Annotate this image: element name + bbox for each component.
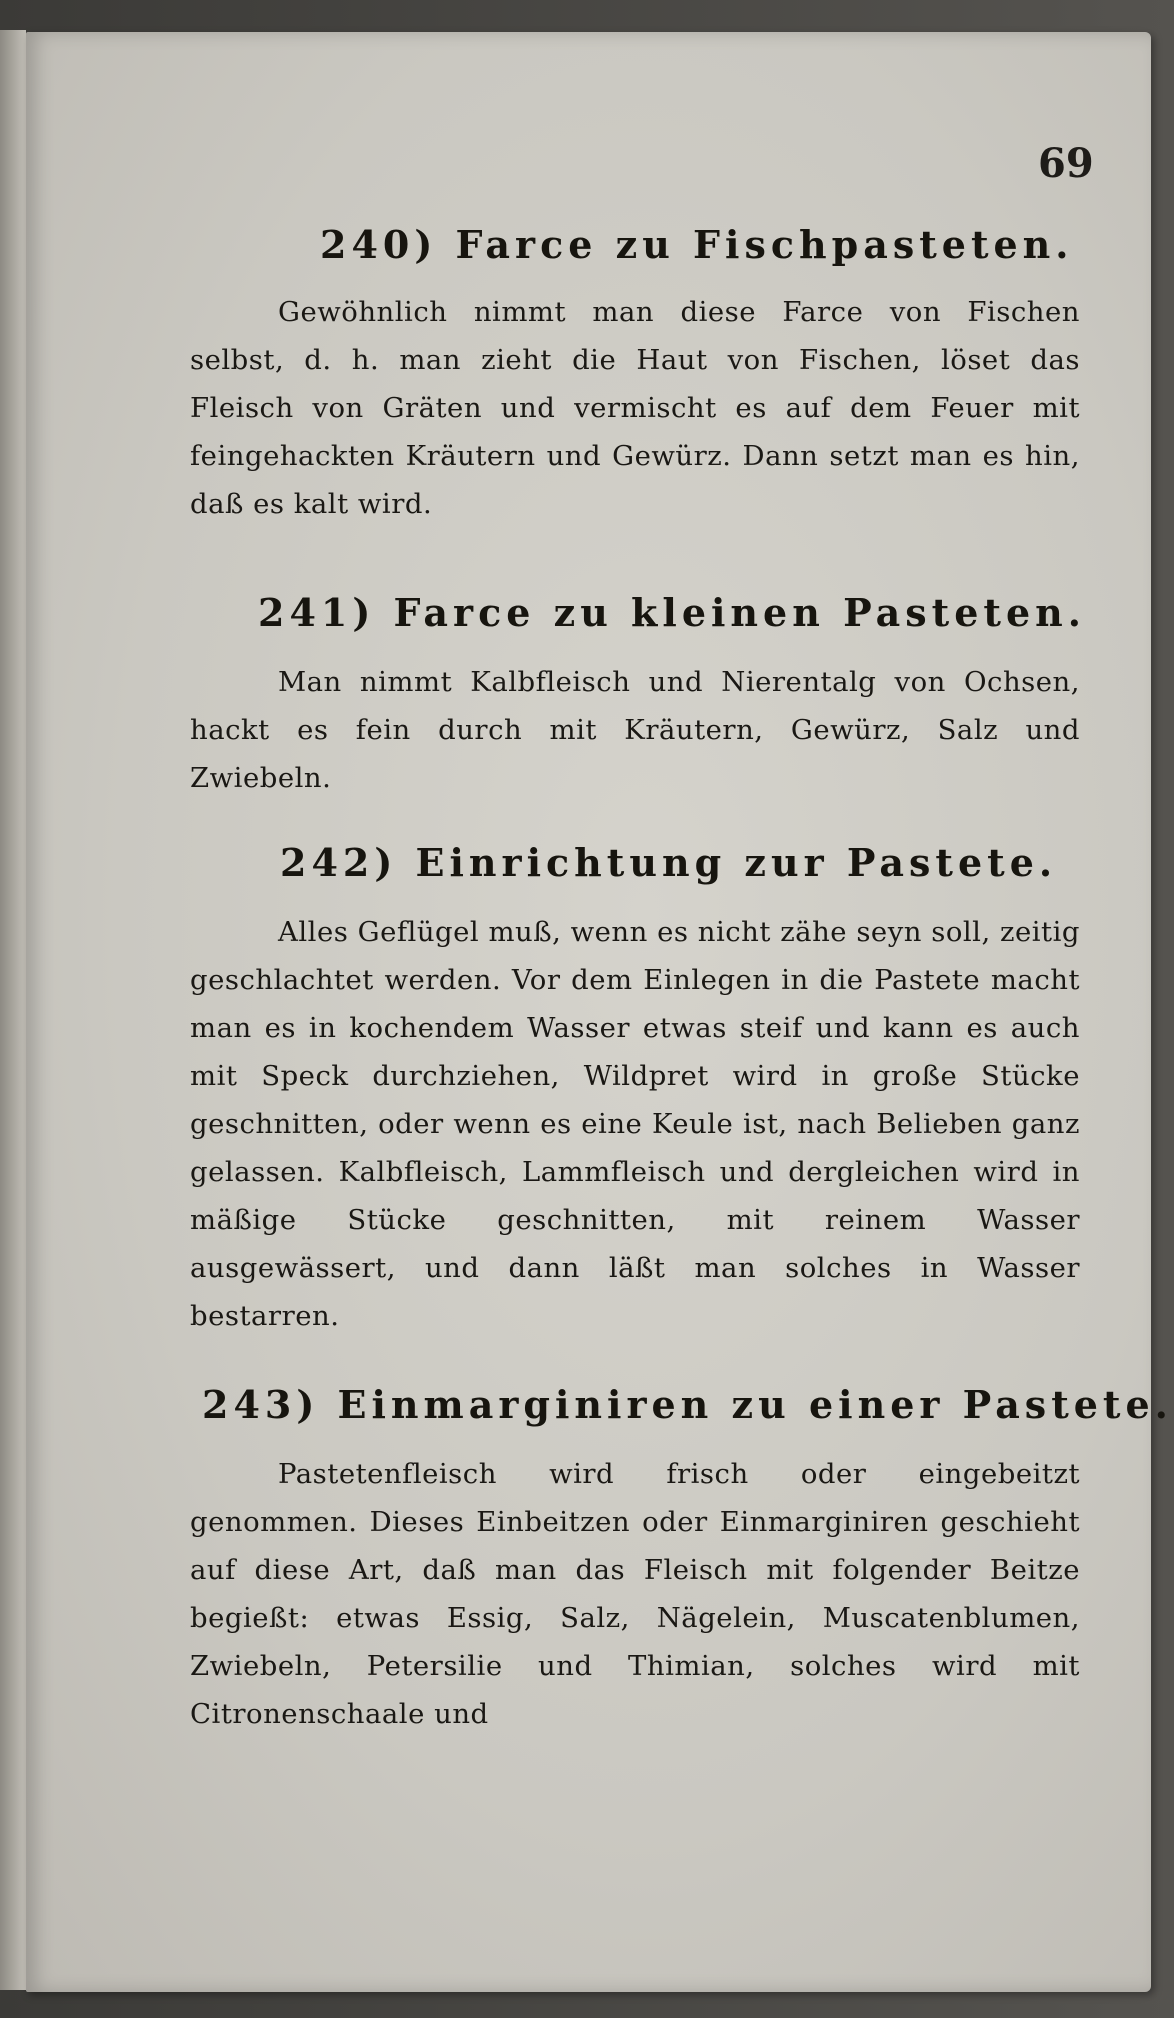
previous-page-edge bbox=[0, 30, 26, 1990]
paragraph-240: Gewöhnlich nimmt man diese Farce von Fischen selbst, d. h. man zieht die Haut von Fischen, löset das Fleisch von Gräten und vermischt es auf dem Feuer mit feingehackten Kräutern und Gewürz. Dann setzt man es hin, daß es kalt wird. bbox=[190, 296, 1080, 520]
paragraph-243: Pastetenfleisch wird frisch oder eingebeitzt genommen. Dieses Einbeitzen oder Einmarginiren geschieht auf diese Art, daß man das Fleisch mit folgender Beitze begießt: etwas Essig, Salz, Nägelein, Muscatenblumen, Zwiebeln, Petersilie und Thimian, solches wird mit Citronenschaale und bbox=[190, 1458, 1080, 1730]
paragraph-241: Man nimmt Kalbfleisch und Nierentalg von Ochsen, hackt es fein durch mit Kräutern, Gewürz, Salz und Zwiebeln. bbox=[190, 666, 1080, 794]
heading-240: 240) Farce zu Fischpasteten. bbox=[320, 222, 1074, 267]
heading-243: 243) Einmarginiren zu einer Pastete. bbox=[202, 1382, 1173, 1427]
heading-242: 242) Einrichtung zur Pastete. bbox=[280, 840, 1058, 885]
heading-241: 241) Farce zu kleinen Pasteten. bbox=[258, 590, 1086, 635]
paragraph-242: Alles Geflügel muß, wenn es nicht zähe seyn soll, zeitig geschlachtet werden. Vor dem Einlegen in die Pastete macht man es in kochendem Wasser etwas steif und kann es auch mit Speck durchziehen, Wildpret wird in große Stücke geschnitten, oder wenn es eine Keule ist, nach Belieben ganz gelassen. Kalbfleisch, Lammfleisch und dergleichen wird in mäßige Stücke geschnitten, mit reinem Wasser ausgewässert, und dann läßt man solches in Wasser bestarren. bbox=[190, 916, 1080, 1332]
page-number: 69 bbox=[1038, 140, 1094, 187]
